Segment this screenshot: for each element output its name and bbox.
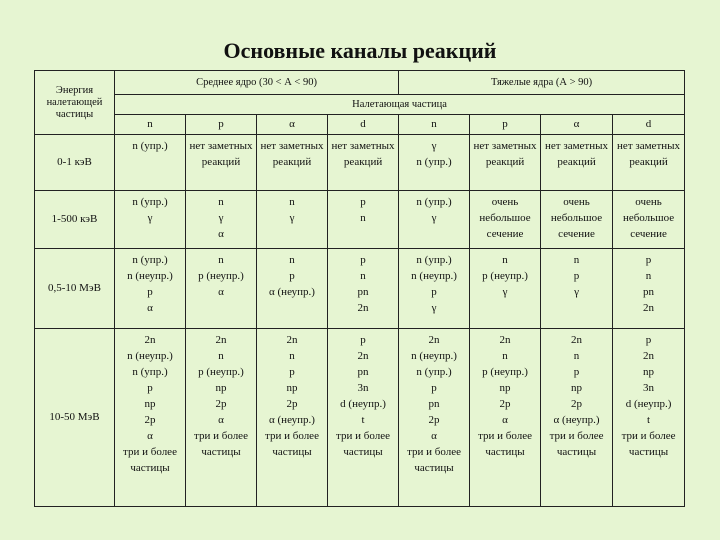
reaction-cell (186, 249, 257, 329)
reaction-channel: три и более частицы (407, 446, 461, 474)
particle-header: p (186, 115, 257, 135)
reaction-channel: очень небольшое сечение (622, 196, 675, 240)
reaction-channel: d (неупр.) (340, 398, 386, 410)
reaction-cell (399, 329, 470, 507)
reaction-channel: 2n (428, 334, 440, 346)
reaction-channel: d (неупр.) (625, 398, 672, 410)
page-title: Основные каналы реакций (223, 38, 497, 63)
reaction-channel: три и более частицы (123, 446, 177, 474)
medium-nucleus-header: Среднее ядро (30 < А < 90) (115, 71, 399, 95)
reaction-channel: 2n (357, 350, 369, 362)
reaction-cell (399, 135, 470, 191)
reaction-channel: n (502, 350, 508, 362)
reaction-channel: p (289, 270, 295, 282)
reaction-channel: n (360, 270, 366, 282)
table-row (35, 329, 685, 507)
particle-header: d (328, 115, 399, 135)
particle-header: p (470, 115, 541, 135)
reaction-channel: 2p (286, 398, 298, 410)
reaction-channel: n (502, 254, 508, 266)
reaction-cell (470, 191, 541, 249)
reaction-channel: np (286, 382, 298, 394)
reaction-channel: p (573, 366, 580, 378)
reaction-channel: n (упр.) (416, 366, 452, 378)
reaction-cell (186, 329, 257, 507)
reaction-channel: очень небольшое сечение (550, 196, 603, 240)
reaction-cell (328, 135, 399, 191)
reaction-channel: p (431, 382, 437, 394)
reaction-channel: p (неупр.) (198, 270, 244, 282)
reaction-channel: нет заметных реакций (189, 140, 253, 168)
reaction-channel: n (573, 350, 580, 362)
reaction-cell (115, 329, 186, 507)
energy-range-cell: 0,5-10 МэВ (35, 249, 115, 329)
reaction-channel: α (431, 430, 437, 442)
reaction-channel: p (147, 382, 153, 394)
reaction-channels-table (34, 70, 685, 507)
reaction-channel: n (645, 270, 652, 282)
particle-header: n (399, 115, 470, 135)
reaction-cell (115, 249, 186, 329)
reaction-channel: n (упр.) (132, 254, 168, 266)
reaction-channel: pn (643, 286, 655, 298)
reaction-cell (328, 191, 399, 249)
energy-column-header: Энергия налетающей частицы (35, 71, 115, 135)
reaction-cell (328, 329, 399, 507)
reaction-channel: 2n (499, 334, 511, 346)
reaction-channel: γ (289, 212, 295, 224)
reaction-channel: три и более частицы (336, 430, 390, 458)
reaction-channel: α (неупр.) (269, 414, 315, 426)
reaction-channel: n (упр.) (416, 156, 452, 168)
reaction-channel: 3n (643, 382, 655, 394)
reaction-channel: три и более частицы (621, 430, 676, 458)
reaction-cell (613, 249, 685, 329)
reaction-channel: np (571, 382, 583, 394)
reaction-channel: n (упр.) (132, 140, 168, 152)
reaction-channel: p (645, 254, 652, 266)
reaction-channel: α (неупр.) (553, 414, 600, 426)
particle-header: d (613, 115, 685, 135)
reaction-channel: γ (431, 212, 437, 224)
incident-particle-header: Налетающая частица (115, 95, 685, 115)
reaction-channel: 2n (571, 334, 583, 346)
reaction-channel: p (неупр.) (482, 366, 528, 378)
reaction-cell (541, 329, 613, 507)
reaction-cell (257, 329, 328, 507)
reaction-channel: p (147, 286, 153, 298)
reaction-channel: α (218, 228, 224, 240)
reaction-cell (399, 249, 470, 329)
reaction-channel: γ (218, 212, 224, 224)
reaction-cell (186, 135, 257, 191)
reaction-channel: t (361, 414, 365, 426)
reaction-channel: n (неупр.) (411, 350, 457, 362)
reaction-channel: pn (357, 286, 369, 298)
reaction-channel: 3n (357, 382, 369, 394)
reaction-channel: 2n (144, 334, 156, 346)
reaction-channel: α (502, 414, 508, 426)
reaction-channel: n (573, 254, 580, 266)
reaction-channel: три и более частицы (478, 430, 532, 458)
reaction-channel: нет заметных реакций (617, 140, 681, 168)
particle-header: n (115, 115, 186, 135)
reaction-channel: p (360, 334, 366, 346)
reaction-channel: γ (574, 286, 579, 298)
particle-header: α (541, 115, 613, 135)
reaction-cell (470, 249, 541, 329)
reaction-channel: очень небольшое сечение (479, 196, 531, 240)
reaction-channel: n (упр.) (416, 196, 452, 208)
reaction-channel: n (289, 350, 295, 362)
reaction-channel: 2p (571, 398, 583, 410)
reaction-channel: p (неупр.) (198, 366, 244, 378)
reaction-channel: 2n (357, 302, 369, 314)
energy-range-cell: 1-500 кэВ (35, 191, 115, 249)
reaction-channel: t (647, 414, 651, 426)
reaction-cell (613, 329, 685, 507)
table-row (35, 191, 685, 249)
reaction-channel: нет заметных реакций (331, 140, 395, 168)
reaction-channel: γ (502, 286, 508, 298)
reaction-channel: n (неупр.) (127, 270, 173, 282)
reaction-channel: три и более частицы (265, 430, 319, 458)
reaction-channel: n (218, 350, 224, 362)
reaction-channel: нет заметных реакций (260, 140, 324, 168)
reaction-cell (470, 329, 541, 507)
reaction-cell (541, 249, 613, 329)
reaction-channel: n (218, 254, 224, 266)
energy-range-cell: 10-50 МэВ (35, 329, 115, 507)
reaction-cell (257, 249, 328, 329)
reaction-cell (328, 249, 399, 329)
reaction-cell (541, 191, 613, 249)
reaction-cell (399, 191, 470, 249)
reaction-channel: γ (147, 212, 153, 224)
reaction-channel: pn (428, 398, 440, 410)
reaction-cell (115, 135, 186, 191)
reaction-cell (257, 135, 328, 191)
reaction-channel: p (289, 366, 295, 378)
reaction-channel: np (643, 366, 655, 378)
reaction-channel: np (499, 382, 511, 394)
reaction-channel: p (645, 334, 652, 346)
table-row (35, 249, 685, 329)
reaction-channel: 2p (144, 414, 156, 426)
reaction-channel: np (215, 382, 227, 394)
reaction-channel: γ (431, 140, 437, 152)
heavy-nucleus-header: Тяжелые ядра (А > 90) (399, 71, 685, 95)
reaction-channel: α (218, 414, 224, 426)
reaction-channel: 2n (643, 302, 655, 314)
reaction-channel: 2n (215, 334, 227, 346)
reaction-channel: n (неупр.) (411, 270, 457, 282)
reaction-channel: p (573, 270, 580, 282)
reaction-channel: α (147, 430, 153, 442)
reaction-channel: pn (357, 366, 369, 378)
reaction-channel: n (упр.) (132, 196, 168, 208)
reaction-channel: n (упр.) (132, 366, 168, 378)
reaction-cell (613, 135, 685, 191)
reaction-channel: нет заметных реакций (473, 140, 537, 168)
reaction-channel: p (неупр.) (482, 270, 528, 282)
reaction-channel: α (218, 286, 224, 298)
energy-range-cell: 0-1 кэВ (35, 135, 115, 191)
reaction-channel: 2p (428, 414, 440, 426)
reaction-channel: α (147, 302, 153, 314)
particle-header: α (257, 115, 328, 135)
reaction-channel: n (289, 196, 295, 208)
reaction-channel: n (неупр.) (127, 350, 173, 362)
reaction-cell (541, 135, 613, 191)
reaction-channel: n (218, 196, 224, 208)
particle-header-row (35, 115, 685, 135)
reaction-cell (613, 191, 685, 249)
reaction-channel: n (289, 254, 295, 266)
reaction-channel: n (упр.) (416, 254, 452, 266)
reaction-channel: 2n (643, 350, 655, 362)
reaction-channel: 2p (215, 398, 227, 410)
reaction-channel: p (360, 196, 366, 208)
reaction-channel: 2p (499, 398, 511, 410)
table-row (35, 135, 685, 191)
reaction-cell (470, 135, 541, 191)
reaction-channel: p (431, 286, 437, 298)
reaction-channel: 2n (286, 334, 298, 346)
reaction-cell (115, 191, 186, 249)
reaction-cell (186, 191, 257, 249)
reaction-channel: γ (431, 302, 437, 314)
reaction-channel: n (360, 212, 366, 224)
reaction-channel: p (360, 254, 366, 266)
reaction-channel: три и более частицы (194, 430, 248, 458)
reaction-cell (257, 191, 328, 249)
reaction-channel: три и более частицы (549, 430, 604, 458)
reaction-channel: np (144, 398, 156, 410)
reaction-channel: α (неупр.) (269, 286, 315, 298)
reaction-channel: нет заметных реакций (545, 140, 609, 168)
